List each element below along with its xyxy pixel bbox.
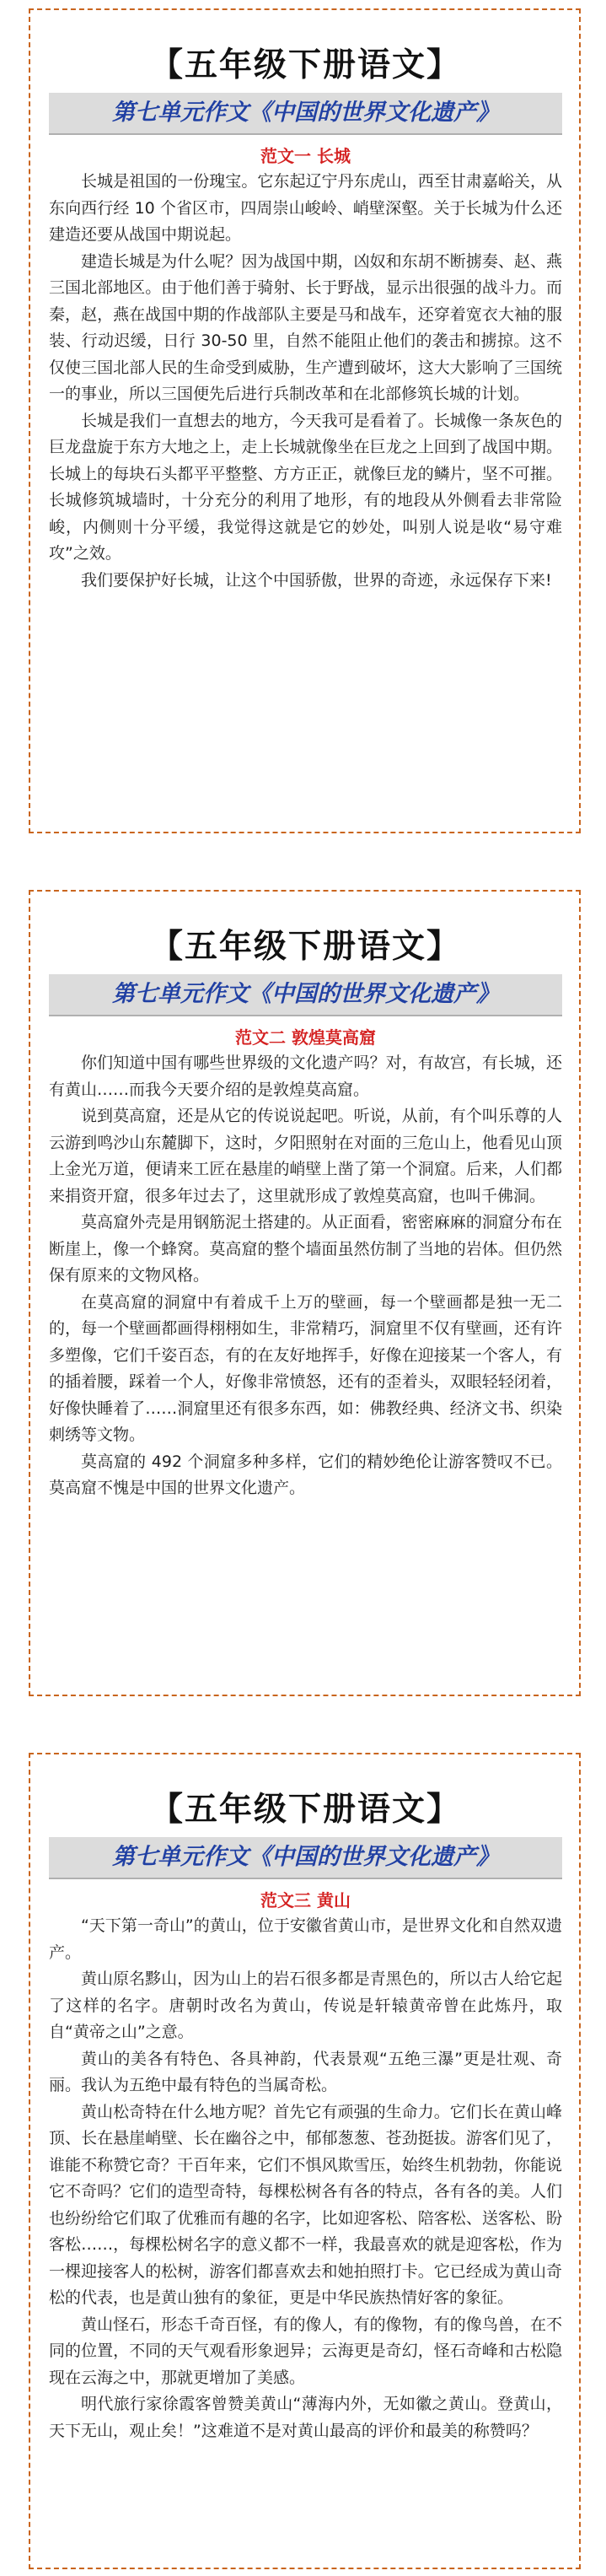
essay-title: 范文三 黄山 (260, 1890, 351, 1910)
paragraph: 黄山怪石，形态千奇百怪，有的像人，有的像物，有的像鸟兽，在不同的位置，不同的天气观看形象迥异；云海更是奇幻，怪石奇峰和古松隐现在云海之中，那就更增加了美感。 (49, 2315, 562, 2387)
paragraph: 建造长城是为什么呢？因为战国中期，凶奴和东胡不断掳奏、赵、燕三国北部地区。由于他们善于骑射、长于野战，显示出很强的战斗力。而秦，赵，燕在战国中期的作战部队主要是马和战车，还穿着宽衣大袖的服装、行动迟缓，日行 30-50 里，自然不能阻止他们的袭击和掳掠。这不仅使三国北部人民的生命受到威胁，生产遭到破坏，这大大影响了三国统一的事业，所以三国便先后进行兵制改革和在北部修筑长城的计划。 (49, 251, 562, 403)
paragraph: 莫高窟外壳是用钢筋泥土搭建的。从正面看，密密麻麻的洞窟分布在断崖上，像一个蜂窝。莫高窟的整个墙面虽然仿制了当地的岩体。但仍然保有原来的文物风格。 (49, 1213, 562, 1285)
grade-title: 【五年级下册语文】 (149, 46, 461, 84)
paragraph: 黄山原名黟山，因为山上的岩石很多都是青黑色的，所以古人给它起了这样的名字。唐朝时改名为黄山，传说是轩辕黄帝曾在此炼丹，取自“黄帝之山”之意。 (49, 1970, 562, 2041)
paragraph: 明代旅行家徐霞客曾赞美黄山“薄海内外，无如徽之黄山。登黄山，天下无山，观止矣！”这难道不是对黄山最高的评价和最美的称赞吗？ (49, 2395, 562, 2440)
paragraph: 莫高窟的 492 个洞窟多种多样，它们的精妙绝伦让游客赞叹不已。莫高窟不愧是中国的世界文化遗产。 (49, 1452, 562, 1497)
paragraph: 说到莫高窟，还是从它的传说说起吧。听说，从前，有个叫乐尊的人云游到鸣沙山东麓脚下，这时，夕阳照射在对面的三危山上，他看见山顶上金光万道，便请来工匠在悬崖的峭壁上凿了第一个洞窟。后来，人们都来捐资开窟，很多年过去了，这里就形成了敦煌莫高窟，也叫千佛洞。 (49, 1107, 562, 1205)
paragraph: 长城是我们一直想去的地方，今天我可是看着了。长城像一条灰色的巨龙盘旋于东方大地之上，走上长城就像坐在巨龙之上回到了战国中期。长城上的每块石头都平平整整、方方正正，就像巨龙的鳞片，坚不可摧。长城修筑城墙时，十分充分的利用了地形，有的地段从外侧看去非常险峻，内侧则十分平缓，我觉得这就是它的妙处，叫别人说是收“易守难攻”之效。 (49, 411, 562, 563)
paragraph: 黄山松奇特在什么地方呢？首先它有顽强的生命力。它们长在黄山峰顶、长在悬崖峭壁、长在幽谷之中，郁郁葱葱、苍劲挺拔。游客们见了，谁能不称赞它奇？干百年来，它们不惧风欺雪压，始终生机勃勃，你能说它不奇吗？它们的造型奇特，每棵松树各有各的特点，各有各的美。人们也纷纷给它们取了优雅而有趣的名字，比如迎客松、陪客松、送客松、盼客松……，每棵松树名字的意义都不一样，我最喜欢的就是迎客松，作为一棵迎接客人的松树，游客们都喜欢去和她拍照打卡。它已经成为黄山奇松的代表，也是黄山独有的象征，更是中华民族热情好客的象征。 (49, 2102, 562, 2307)
essay-section-1 (0, 0, 606, 833)
essay-title: 范文二 敦煌莫高窟 (235, 1027, 376, 1048)
grade-title: 【五年级下册语文】 (149, 927, 461, 966)
unit-heading: 第七单元作文《中国的世界文化遗产》 (49, 1837, 562, 1879)
paragraph: 长城是祖国的一份瑰宝。它东起辽宁丹东虎山，西至甘肃嘉峪关，从东向西行经 10 个省区市，四周崇山峻岭、峭壁深壑。关于长城为什么还建造还要从战国中期说起。 (49, 172, 562, 244)
essay-title: 范文一 长城 (260, 146, 351, 166)
grade-title: 【五年级下册语文】 (149, 1790, 461, 1829)
essay-section-2 (0, 890, 606, 1696)
paragraph: 我们要保护好长城，让这个中国骄傲，世界的奇迹，永远保存下来! (81, 570, 552, 590)
unit-heading: 第七单元作文《中国的世界文化遗产》 (49, 93, 562, 135)
paragraph: 你们知道中国有哪些世界级的文化遗产吗？对，有故宫，有长城，还有黄山……而我今天要介绍的是敦煌莫高窟。 (49, 1054, 562, 1099)
unit-heading: 第七单元作文《中国的世界文化遗产》 (49, 974, 562, 1016)
paragraph: 黄山的美各有特色、各具神韵，代表景观“五绝三瀑”更是壮观、奇丽。我认为五绝中最有特色的当属奇松。 (49, 2049, 562, 2094)
paragraph: 在莫高窟的洞窟中有着成千上万的壁画，每一个壁画都是独一无二的，每一个壁画都画得栩栩如生，非常精巧，洞窟里不仅有壁画，还有许多塑像，它们千姿百态，有的在友好地挥手，好像在迎接某一个客人，有的插着腰，踩着一个人，好像非常愤怒，还有的歪着头，双眼轻轻闭着，好像快睡着了……洞窟里还有很多东西，如：佛教经典、经济文书、织染刺绣等文物。 (49, 1292, 562, 1444)
paragraph: “天下第一奇山”的黄山，位于安徽省黄山市，是世界文化和自然双遗产。 (49, 1916, 562, 1962)
essay-section-3 (0, 1753, 606, 2569)
